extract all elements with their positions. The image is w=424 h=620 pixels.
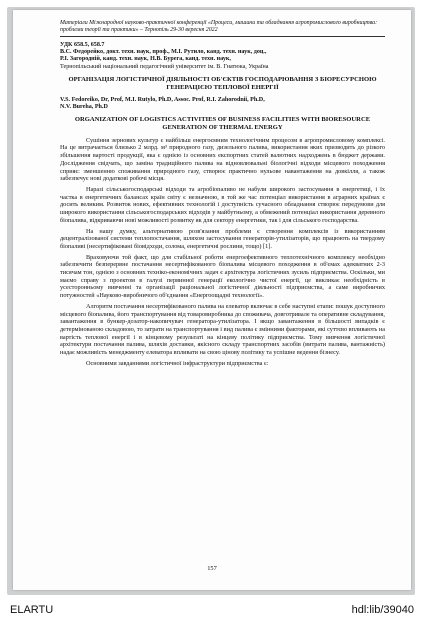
authors-english bbox=[60, 97, 385, 112]
title-english: ORGANIZATION OF LOGISTICS ACTIVITIES OF BUSINESS FACILITIES WITH BIORESOURCE GENERATION OF THERMAL ENERGY bbox=[74, 115, 371, 131]
body-paragraph: На нашу думку, альтернативою розв'язання проблеми є створення комплексів із використанням децентралізованої системи теплопостачання, шляхом застосування генераторів-утилізаторів, що працюють на твердому біопаливі (несертифіковані біовідходи, солома, енергетичні рослини, тощо) [1]. bbox=[60, 227, 385, 250]
body-paragraph: Сушіння зернових культур є найбільш енергоємним технологічним процесом в агропромисловому комплексі. На це витрачається близько 2 млрд. м³ природного газу, дизельного палива, використання яких призводить до різкого збільшення вартості продукції, яка є однією із основних експортних статей валютних надходжень в бюджет держави. Дослідження свідчать, що заміна традиційного палива на відновлювальні біологічні відходи місцевого походження сприяє: зменшенню споживання природного газу, створює практично нульове навантаження на довкілля, а також забезпечує нові додаткові робочі місця. bbox=[60, 136, 385, 183]
title-ukrainian: ОРГАНІЗАЦІЯ ЛОГІСТИЧНОЇ ДІЯЛЬНОСТІ ОБ'ЄКТІВ ГОСПОДАРЮВАННЯ З БІОРЕСУРСНОЮ ГЕНЕРАЦІЄЮ ТЕПЛОВОЇ ЕНЕРГІЇ bbox=[68, 75, 377, 91]
body-paragraph: Враховуючи той факт, що для стабільної роботи енергоефективного теплотехнічного комплексу необхідно забезпечити безперервне постачання несертифікованого біопалива місцевого походження в об'ємах адекватних 2-3 тисячам тон, однією з основних техніко-економічних задач є архітектура логістичних зусиль підприємства. Оскільки, ми маємо справу з проектом в галузі первинної генерації екологічно чистої енергії, це викликає необхідність в усесторонньому вивченні та організації раціональної логістичної діяльності підприємства, а саме виробничих потужностей «Науково-виробничого об'єднання «Енергоощадні технології». bbox=[60, 253, 385, 300]
handle-identifier: hdl:lib/39040 bbox=[351, 604, 414, 616]
authors-ukrainian bbox=[60, 49, 385, 64]
udk-code: УДК 658.5, 658.7 bbox=[60, 41, 105, 48]
repository-label: ELARTU bbox=[10, 604, 54, 616]
author-line: В.С. Федорейко, докт. техн. наук, проф., М.І. Рутило, канд. техн. наук, доц., bbox=[60, 48, 267, 55]
conference-header: Матеріали Міжнародної науково-практичної конференції «Процеси, машини та обладнання агропромислового виробництва: проблеми теорії та практики» – Тернопіль 29-30 вересня 2022 bbox=[60, 20, 385, 37]
body-paragraph: Наразі сільськогосподарські відходи та агробіопаливо не набули широкого застосування в енергетиці, і їх частка в енергетичних балансах країн світу є незначною, в той же час потенціал використання в аграрних країнах є досить великим. Розвиток нових, ефективних технологій і доступність сучасного обладнання створює передумови для широкого використання сільськогосподарських відходів у майбутньому, а обмежений потенціал використання деревного біопалива, відкриваючи нові можливості розвитку як для сектору енергетики, так і для сільського господарства. bbox=[60, 186, 385, 224]
author-line: V.S. Fedoreiko, Dr, Prof, M.I. Rutylo, Ph.D, Assoc. Prof, R.I. Zahorodnii, Ph.D, bbox=[60, 96, 265, 103]
page-content bbox=[60, 20, 385, 370]
body-paragraph: Основними завданнями логістичної інфраструктури підприємства є: bbox=[86, 359, 269, 367]
page-number: 157 bbox=[207, 565, 217, 572]
affiliation: Тернопільський національний педагогічний університет ім. В. Гнатюка, Україна bbox=[60, 64, 269, 70]
author-line: N.V. Bureha, Ph.D bbox=[60, 104, 108, 111]
body-paragraph: Алгоритм постачання несертифікованого палива на елеватор включає в себе наступні етапи: пошук доступного місцевого біопалива, його транспортування від товаровиробника до споживача, довготривале та оперативне складування, завантаження в бункер-дозатор-накопичувач генератора-утилізатора. І якщо завантаження в більшості випадків є детермінованою складовою, то затрати на транспортування і вид палива є змінними факторами, які суттєво впливають на вартість теплової енергії і в кінцевому результаті на кінцеву політику підприємства. Тому вивчення логістичної архітектури постачання палива, шляхів доставки, якісного складу транспортних засобів (витрати палива, вантажність) надає можливість менеджменту елеватора впливати на свою цінову політику та успішне ведення бізнесу. bbox=[60, 302, 385, 357]
document-page bbox=[13, 10, 411, 590]
author-line: Р.І. Загородній, канд. техн. наук, Н.В. Бурега, канд. техн. наук, bbox=[60, 56, 231, 63]
